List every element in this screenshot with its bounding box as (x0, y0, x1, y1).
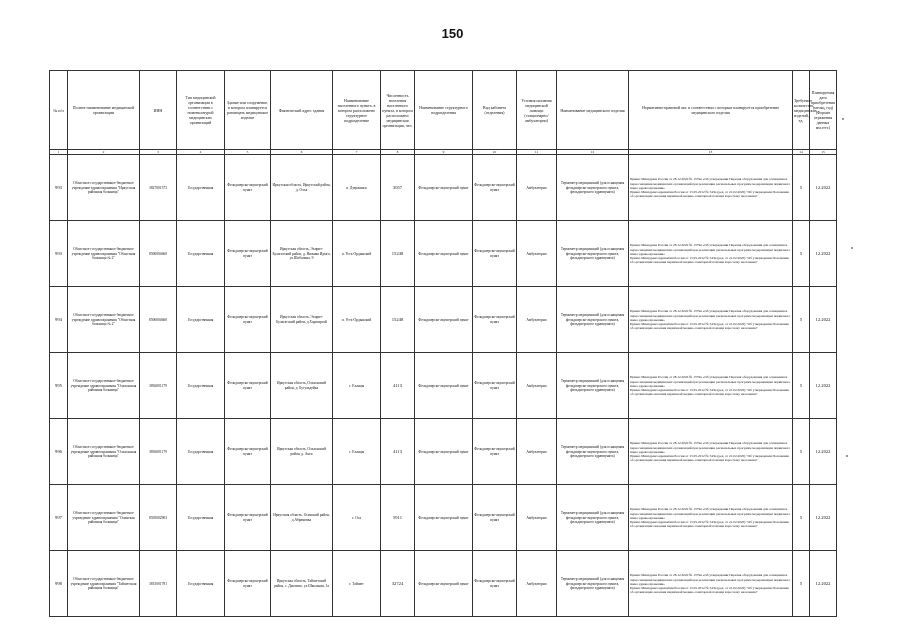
cell-date: 12.2022 (810, 155, 837, 221)
cell-settlement: с. Еланцы (333, 353, 381, 419)
scan-speck (846, 455, 848, 457)
table-row (50, 287, 837, 353)
cell-device: Термометр медицинский (для оснащения фельдшерско-акушерского пункта, фельдшерского здравпункта) (557, 287, 629, 353)
cell-org: Областное государственное бюджетное учреждение здравоохранения "Областная больница № 2" (68, 287, 140, 353)
scan-speck (842, 118, 844, 120)
cell-settlement: п. Дзержинск (333, 155, 381, 221)
column-number: 2 (68, 150, 140, 155)
cell-address: Иркутская область, Ольхонский район, д. Анга (271, 419, 333, 485)
column-number: 3 (140, 150, 177, 155)
header-cell: Планируемая дата приобретения (месяц, год) (Формат отражения данных мм.гггг.) (810, 71, 837, 150)
column-number: 13 (629, 150, 793, 155)
cell-type: Государственная (177, 485, 225, 551)
cell-unit: Фельдшерско-акушерский пункт (415, 419, 473, 485)
cell-care: Амбулаторно (517, 221, 557, 287)
cell-inn: 3827001573 (140, 155, 177, 221)
cell-inn: 3815001781 (140, 551, 177, 617)
cell-population: 32724 (381, 551, 415, 617)
cell-address: Иркутская область, Ольхонский район, д. Бугульдейка (271, 353, 333, 419)
cell-room: Фельдшерско-акушерский пункт (473, 485, 517, 551)
cell-org: Областное государственное бюджетное учреждение здравоохранения "Ольхонская районная больница" (68, 419, 140, 485)
column-number: 12 (557, 150, 629, 155)
cell-building: Фельдшерско-акушерский пункт (225, 155, 271, 221)
cell-device: Термометр медицинский (для оснащения фельдшерско-акушерского пункта, фельдшерского здравпункта) (557, 551, 629, 617)
cell-device: Термометр медицинский (для оснащения фельдшерско-акушерского пункта, фельдшерского здравпункта) (557, 485, 629, 551)
cell-type: Государственная (177, 155, 225, 221)
cell-building: Фельдшерско-акушерский пункт (225, 485, 271, 551)
header-cell: № п/п (50, 71, 68, 150)
cell-care: Амбулаторно (517, 155, 557, 221)
cell-legal (629, 287, 793, 353)
cell-unit: Фельдшерско-акушерский пункт (415, 353, 473, 419)
cell-num: 996 (50, 419, 68, 485)
legal-act-line: Приказ Минздравсоцразвития России от 15.05.2012 № 543н (ред. от 21.02.2020) "Об утверждении Положения об организации оказания первичной медико-санитарной помощи взрослому населению" (630, 388, 789, 397)
cell-care: Амбулаторно (517, 551, 557, 617)
cell-building: Фельдшерско-акушерский пункт (225, 221, 271, 287)
cell-settlement: п. Усть-Ордынский (333, 221, 381, 287)
cell-care: Амбулаторно (517, 419, 557, 485)
legal-act-line: Приказ Минздрава России от 28.12.2020 № 1379н «Об утверждении Перечня оборудования для оснащения и переоснащения медицинских организаций при реализации региональных программ модернизации первичного звена здравоохранения» (630, 309, 791, 322)
legal-act-line: Приказ Минздрава России от 28.12.2020 № 1379н «Об утверждении Перечня оборудования для оснащения и переоснащения медицинских организаций при реализации региональных программ модернизации первичного звена здравоохранения» (630, 573, 791, 586)
legal-act-line: Приказ Минздравсоцразвития России от 15.05.2012 № 543н (ред. от 21.02.2020) "Об утверждении Положения об организации оказания первичной медико-санитарной помощи взрослому населению" (630, 190, 789, 199)
cell-legal (629, 353, 793, 419)
legal-act-line: Приказ Минздравсоцразвития России от 15.05.2012 № 543н (ред. от 21.02.2020) "Об утверждении Положения об организации оказания первичной медико-санитарной помощи взрослому населению" (630, 454, 789, 463)
cell-settlement: г. Тайшет (333, 551, 381, 617)
column-number: 6 (271, 150, 333, 155)
cell-population: 15248 (381, 221, 415, 287)
header-cell: ИНН (140, 71, 177, 150)
cell-type: Государственная (177, 353, 225, 419)
cell-legal (629, 155, 793, 221)
cell-building: Фельдшерско-акушерский пункт (225, 353, 271, 419)
cell-num: 994 (50, 287, 68, 353)
cell-inn: 8505002903 (140, 485, 177, 551)
cell-num: 997 (50, 485, 68, 551)
header-cell: Наименование медицинского изделия (557, 71, 629, 150)
header-cell: Полное наименование медицинской организации (68, 71, 140, 150)
cell-care: Амбулаторно (517, 287, 557, 353)
cell-inn: 3836001179 (140, 419, 177, 485)
header-cell: Нормативно-правовой акт, в соответствии с которым планируется приобретение медицинского изделия (629, 71, 793, 150)
cell-settlement: с. Еланцы (333, 419, 381, 485)
header-cell: Тип медицинской организации в соответствии с номенклатурой медицинских организаций (177, 71, 225, 150)
cell-qty: 5 (793, 287, 810, 353)
cell-legal (629, 419, 793, 485)
header-cell: Условия оказания медицинской помощи (стационарно/амбулаторно) (517, 71, 557, 150)
page-number: 150 (441, 26, 464, 41)
header-cell: Здание или сооружение, в котором планируется размещать медицинское изделие (225, 71, 271, 150)
column-number: 14 (793, 150, 810, 155)
table-row (50, 485, 837, 551)
cell-date: 12.2022 (810, 551, 837, 617)
cell-population: 3057 (381, 155, 415, 221)
cell-qty: 5 (793, 155, 810, 221)
cell-population: 5911 (381, 485, 415, 551)
cell-building: Фельдшерско-акушерский пункт (225, 551, 271, 617)
cell-unit: Фельдшерско-акушерский пункт (415, 221, 473, 287)
table-row (50, 353, 837, 419)
legal-act-line: Приказ Минздрава России от 28.12.2020 № 1379н «Об утверждении Перечня оборудования для оснащения и переоснащения медицинских организаций при реализации региональных программ модернизации первичного звена здравоохранения» (630, 507, 791, 520)
cell-qty: 5 (793, 353, 810, 419)
cell-org: Областное государственное бюджетное учреждение здравоохранения "Тайшетская районная больница" (68, 551, 140, 617)
cell-legal (629, 551, 793, 617)
cell-device: Термометр медицинский (для оснащения фельдшерско-акушерского пункта, фельдшерского здравпункта) (557, 353, 629, 419)
cell-unit: Фельдшерско-акушерский пункт (415, 155, 473, 221)
table-row (50, 221, 837, 287)
cell-address: Иркутская область, Тайшетский район, с. Джогино, ул.Школьная, 1а (271, 551, 333, 617)
cell-legal (629, 485, 793, 551)
cell-inn: 8506004660 (140, 287, 177, 353)
cell-device: Термометр медицинский (для оснащения фельдшерско-акушерского пункта, фельдшерского здравпункта) (557, 419, 629, 485)
cell-org: Областное государственное бюджетное учреждение здравоохранения "Областная больница № 2" (68, 221, 140, 287)
cell-address: Иркутская область, Эхирит-Булагатский район, д.Харазаргай (271, 287, 333, 353)
cell-date: 12.2022 (810, 353, 837, 419)
column-number: 8 (381, 150, 415, 155)
header-cell: Требуемое количество медицинских изделий, ед. (793, 71, 810, 150)
cell-type: Государственная (177, 287, 225, 353)
header-row (50, 71, 837, 150)
table-row (50, 551, 837, 617)
header-cell: Вид кабинета (отделения) (473, 71, 517, 150)
legal-act-line: Приказ Минздравсоцразвития России от 15.05.2012 № 543н (ред. от 21.02.2020) "Об утверждении Положения об организации оказания первичной медико-санитарной помощи взрослому населению" (630, 586, 789, 595)
cell-num: 998 (50, 551, 68, 617)
column-number: 11 (517, 150, 557, 155)
cell-qty: 5 (793, 419, 810, 485)
cell-unit: Фельдшерско-акушерский пункт (415, 551, 473, 617)
cell-num: 993 (50, 221, 68, 287)
cell-unit: Фельдшерско-акушерский пункт (415, 287, 473, 353)
cell-room: Фельдшерско-акушерский пункт (473, 221, 517, 287)
cell-type: Государственная (177, 551, 225, 617)
cell-inn: 8506004660 (140, 221, 177, 287)
column-number: 5 (225, 150, 271, 155)
cell-unit: Фельдшерско-акушерский пункт (415, 485, 473, 551)
cell-date: 12.2022 (810, 419, 837, 485)
cell-room: Фельдшерско-акушерский пункт (473, 353, 517, 419)
cell-care: Амбулаторно (517, 353, 557, 419)
column-number: 4 (177, 150, 225, 155)
cell-care: Амбулаторно (517, 485, 557, 551)
table-row (50, 419, 837, 485)
cell-legal (629, 221, 793, 287)
column-number: 10 (473, 150, 517, 155)
legal-act-line: Приказ Минздрава России от 28.12.2020 № 1379н «Об утверждении Перечня оборудования для оснащения и переоснащения медицинских организаций при реализации региональных программ модернизации первичного звена здравоохранения» (630, 177, 791, 190)
cell-building: Фельдшерско-акушерский пункт (225, 419, 271, 485)
cell-address: Иркутская область, Осинский район, д.Абрамовка (271, 485, 333, 551)
legal-act-line: Приказ Минздрава России от 28.12.2020 № 1379н «Об утверждении Перечня оборудования для оснащения и переоснащения медицинских организаций при реализации региональных программ модернизации первичного звена здравоохранения» (630, 441, 791, 454)
cell-num: 993 (50, 155, 68, 221)
cell-room: Фельдшерско-акушерский пункт (473, 287, 517, 353)
cell-num: 995 (50, 353, 68, 419)
scan-speck (851, 247, 853, 249)
column-number: 7 (333, 150, 381, 155)
cell-org: Областное государственное бюджетное учреждение здравоохранения "Осинская районная больница" (68, 485, 140, 551)
cell-qty: 5 (793, 485, 810, 551)
cell-date: 12.2022 (810, 221, 837, 287)
header-cell: Численность населения населенного пункта, в котором расположено медицинская организация, чел. (381, 71, 415, 150)
cell-date: 12.2022 (810, 287, 837, 353)
equipment-registry-table (49, 70, 837, 617)
cell-type: Государственная (177, 221, 225, 287)
cell-org: Областное государственное бюджетное учреждение здравоохранения "Иркутская районная больница" (68, 155, 140, 221)
cell-inn: 3836001179 (140, 353, 177, 419)
cell-settlement: с. Оса (333, 485, 381, 551)
legal-act-line: Приказ Минздравсоцразвития России от 15.05.2012 № 543н (ред. от 21.02.2020) "Об утверждении Положения об организации оказания первичной медико-санитарной помощи взрослому населению" (630, 322, 789, 331)
cell-address: Иркутская область, Иркутский район, д. Олха (271, 155, 333, 221)
legal-act-line: Приказ Минздравсоцразвития России от 15.05.2012 № 543н (ред. от 21.02.2020) "Об утверждении Положения об организации оказания первичной медико-санитарной помощи взрослому населению" (630, 256, 789, 265)
cell-population: 4113 (381, 419, 415, 485)
cell-room: Фельдшерско-акушерский пункт (473, 419, 517, 485)
header-cell: Фактический адрес здания (271, 71, 333, 150)
legal-act-line: Приказ Минздрава России от 28.12.2020 № 1379н «Об утверждении Перечня оборудования для оснащения и переоснащения медицинских организаций при реализации региональных программ модернизации первичного звена здравоохранения» (630, 243, 791, 256)
cell-type: Государственная (177, 419, 225, 485)
cell-population: 15248 (381, 287, 415, 353)
cell-qty: 5 (793, 221, 810, 287)
legal-act-line: Приказ Минздрава России от 28.12.2020 № 1379н «Об утверждении Перечня оборудования для оснащения и переоснащения медицинских организаций при реализации региональных программ модернизации первичного звена здравоохранения» (630, 375, 791, 388)
cell-device: Термометр медицинский (для оснащения фельдшерско-акушерского пункта, фельдшерского здравпункта) (557, 155, 629, 221)
cell-population: 4113 (381, 353, 415, 419)
table-row (50, 155, 837, 221)
column-number: 1 (50, 150, 68, 155)
cell-date: 12.2022 (810, 485, 837, 551)
cell-room: Фельдшерско-акушерский пункт (473, 551, 517, 617)
cell-settlement: п. Усть-Ордынский (333, 287, 381, 353)
cell-room: Фельдшерско-акушерский пункт (473, 155, 517, 221)
legal-act-line: Приказ Минздравсоцразвития России от 15.05.2012 № 543н (ред. от 21.02.2020) "Об утверждении Положения об организации оказания первичной медико-санитарной помощи взрослому населению" (630, 520, 789, 529)
header-cell: Наименование структурного подразделения (415, 71, 473, 150)
cell-device: Термометр медицинский (для оснащения фельдшерско-акушерского пункта, фельдшерского здравпункта) (557, 221, 629, 287)
cell-building: Фельдшерско-акушерский пункт (225, 287, 271, 353)
header-cell: Наименование населенного пункта, в котором расположено структурное подразделение (333, 71, 381, 150)
column-number: 9 (415, 150, 473, 155)
cell-address: Иркутская область, Эхирит-Булагатский район, д. Нижняя Идыга, ул.Шабалина, 9 (271, 221, 333, 287)
column-number: 15 (810, 150, 837, 155)
cell-org: Областное государственное бюджетное учреждение здравоохранения "Ольхонская районная больница" (68, 353, 140, 419)
cell-qty: 5 (793, 551, 810, 617)
